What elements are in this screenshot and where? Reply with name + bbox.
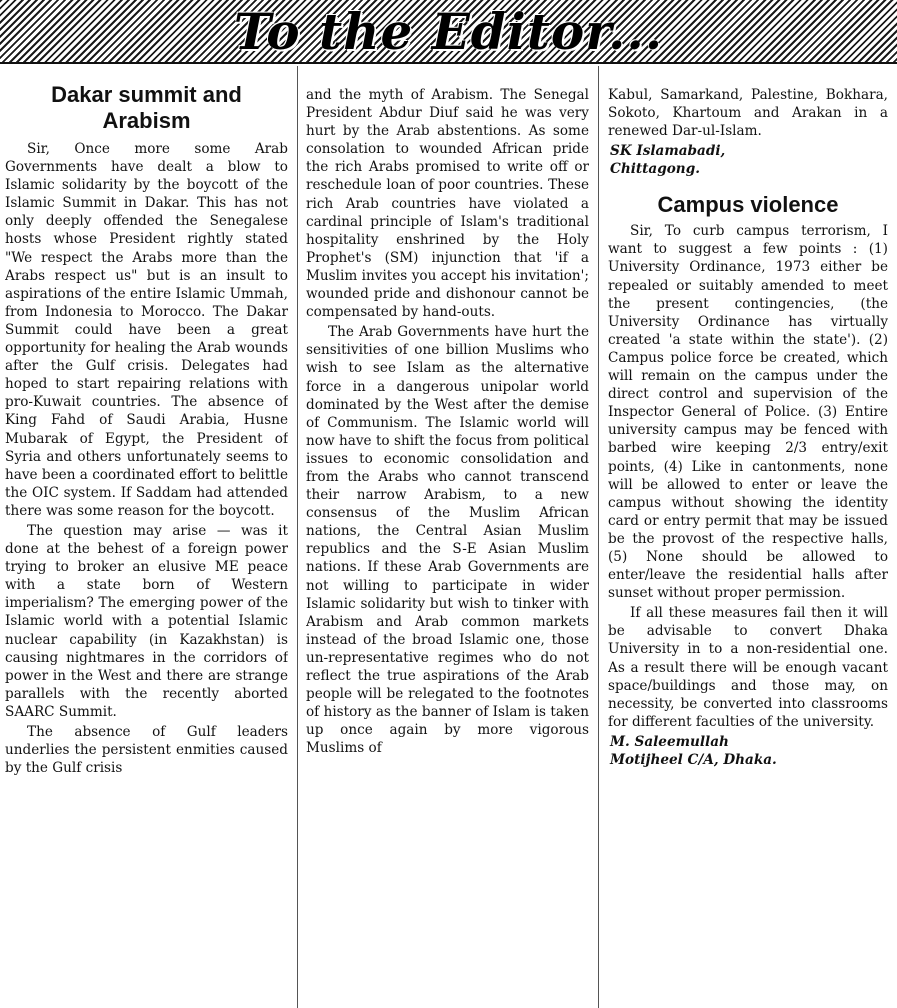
letter-headline: Dakar summit and Arabism [51, 82, 242, 133]
signature-place: Motijheel C/A, Dhaka. [610, 751, 777, 768]
letter-signature [610, 142, 888, 178]
column-divider [297, 66, 298, 1008]
letter-paragraph: The Arab Governments have hurt the sensitivities of one billion Muslims who wish to see Islam as the alternative force in a dangerous unipolar world dominated by the West after the demise of Communism. The Islamic world will now have to shift the focus from political issues to economic consolidation and from the Arabs who cannot transcend their narrow Arabism, to a new consensus of the Muslim African nations, the Central Asian Muslim republics and the S-E Asian Muslim nations. If these Arab Governments are not willing to participate in wider Islamic solidarity but wish to tinker with Arabism and Arab common markets instead of the broad Islamic one, those un-representative regimes who do not reflect the true aspirations of the Arab people will be relegated to the footnotes of history as the banner of Islam is taken up once again by more vigorous Muslims of [306, 324, 589, 757]
column-2 [306, 86, 589, 1008]
column-3 [608, 86, 888, 1008]
signature-name: SK Islamabadi, [610, 143, 726, 160]
masthead-banner [0, 0, 897, 64]
column-divider [598, 66, 599, 1008]
signature-place: Chittagong. [610, 161, 700, 178]
letter-headline: Campus violence [657, 192, 839, 218]
letter-paragraph: and the myth of Arabism. The Senegal President Abdur Diuf said he was very hurt by the Arab abstentions. As some consolation to wounded African pride the rich Arabs promised to write off or reschedule loan of poor countries. These rich Arab countries have violated a cardinal principle of Islam's traditional hospitality enshrined by the Holy Prophet's (SM) injunction that 'if a Muslim invites you accept his invitation'; wounded pride and dishonour cannot be compensated by hand-outs. [306, 87, 589, 321]
letter-paragraph: If all these measures fail then it will be advisable to convert Dhaka University in to a non-residential one. As a result there will be enough vacant space/buildings and those may, on necessity, be converted into classrooms for different faculties of the university. [608, 605, 888, 730]
column-1 [5, 82, 288, 1008]
letter-paragraph: Sir, Once more some Arab Governments have dealt a blow to Islamic solidarity by the boycott of the Islamic Summit in Dakar. This has not only deeply offended the Senegalese hosts whose President rightly stated "We respect the Arabs more than the Arabs respect us" but is an insult to aspirations of the entire Islamic Ummah, from Indonesia to Morocco. The Dakar Summit could have been a great opportunity for healing the Arab wounds after the Gulf crisis. Delegates had hoped to start repairing relations with pro-Kuwait countries. The absence of King Fahd of Saudi Arabia, Husne Mubarak of Egypt, the President of Syria and others unfortunately seems to have been a coordinated effort to belittle the OIC system. If Saddam had attended there was some reason for the boycott. [5, 141, 288, 519]
section-title: To the Editor... [233, 2, 664, 61]
letter-paragraph: Sir, To curb campus terrorism, I want to suggest a few points : (1) University Ordinance, 1973 either be repealed or suitably amended to meet the present contingencies, (the University Ordinance has virtually created 'a state within the state'). (2) Campus police force be created, which will remain on the campus under the direct control and supervision of the Inspector General of Police. (3) Entire university campus may be fenced with barbed wire keeping 2/3 entry/exit points, (4) Like in cantonments, none will be allowed to enter or leave the campus without showing the identity card or entry permit that may be issued be the provost of the respective halls, (5) None should be allowed to enter/leave the residential halls after sunset without proper permission. [608, 223, 888, 602]
letter-paragraph: Kabul, Samarkand, Palestine, Bokhara, Sokoto, Khartoum and Arakan in a renewed Dar-ul-Islam. [608, 87, 888, 140]
letter-paragraph: The absence of Gulf leaders underlies the persistent enmities caused by the Gulf crisis [5, 724, 288, 777]
signature-name: M. Saleemullah [610, 733, 729, 750]
letter-signature [610, 733, 888, 769]
letter-paragraph: The question may arise — was it done at the behest of a foreign power trying to broker an elusive ME peace with a state born of Western imperialism? The emerging power of the Islamic world with a potential Islamic nuclear capability (in Kazakhstan) is causing nightmares in the corridors of power in the West and there are strange parallels with the recently aborted SAARC Summit. [5, 522, 288, 720]
